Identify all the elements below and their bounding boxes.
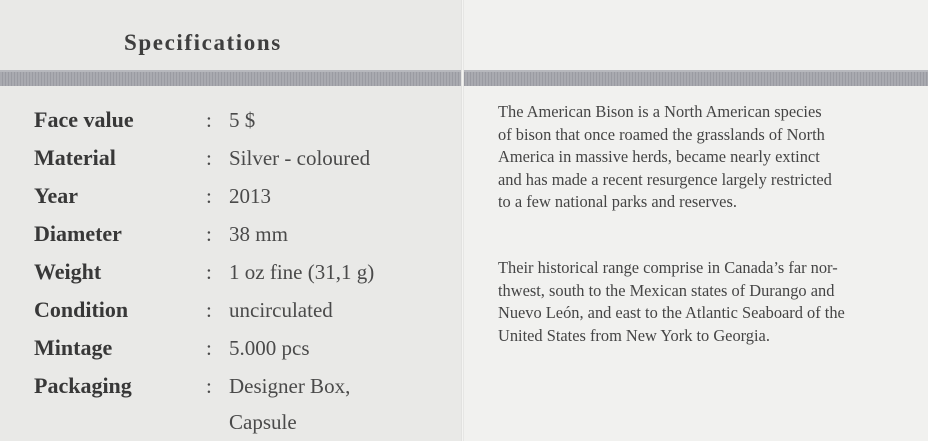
spec-separator: : xyxy=(206,374,212,398)
header-band xyxy=(0,70,928,86)
spec-value: Silver - coloured xyxy=(229,146,371,170)
page-title: Specifications xyxy=(124,30,282,55)
description-paragraph-2: Their historical range comprise in Canada’s far nor- thwest, south to the Mexican states of Durango and Nuevo León, and east to the Atlantic Seaboard of the United States from New York to Georgia. xyxy=(498,258,845,345)
spec-row-packaging xyxy=(0,374,462,441)
spec-separator: : xyxy=(206,298,212,322)
spec-label: Weight xyxy=(34,259,102,284)
spec-value: uncirculated xyxy=(229,298,333,322)
spec-separator: : xyxy=(206,260,212,284)
spec-value: 38 mm xyxy=(229,222,288,246)
spec-label: Diameter xyxy=(34,221,122,246)
right-panel xyxy=(462,0,928,441)
spec-separator: : xyxy=(206,184,212,208)
spec-separator: : xyxy=(206,108,212,132)
spec-value: 1 oz fine (31,1 g) xyxy=(229,260,375,284)
spec-label: Year xyxy=(34,183,78,208)
description-paragraph-1: The American Bison is a North American species of bison that once roamed the grasslands of North America in massive herds, became nearly extinct and has made a recent resurgence largely restricted to a few national parks and reserves. xyxy=(498,102,832,212)
spec-label: Packaging xyxy=(34,373,132,398)
spec-value: 5 $ xyxy=(229,108,256,132)
spec-value: Designer Box, Capsule xyxy=(229,374,351,434)
spec-label: Material xyxy=(34,145,116,170)
spec-separator: : xyxy=(206,222,212,246)
spec-separator: : xyxy=(206,336,212,360)
spec-value: 2013 xyxy=(229,184,271,208)
spec-separator: : xyxy=(206,146,212,170)
spec-value: 5.000 pcs xyxy=(229,336,310,360)
spec-label: Condition xyxy=(34,297,129,322)
spec-label: Face value xyxy=(34,107,134,132)
spec-label: Mintage xyxy=(34,335,113,360)
